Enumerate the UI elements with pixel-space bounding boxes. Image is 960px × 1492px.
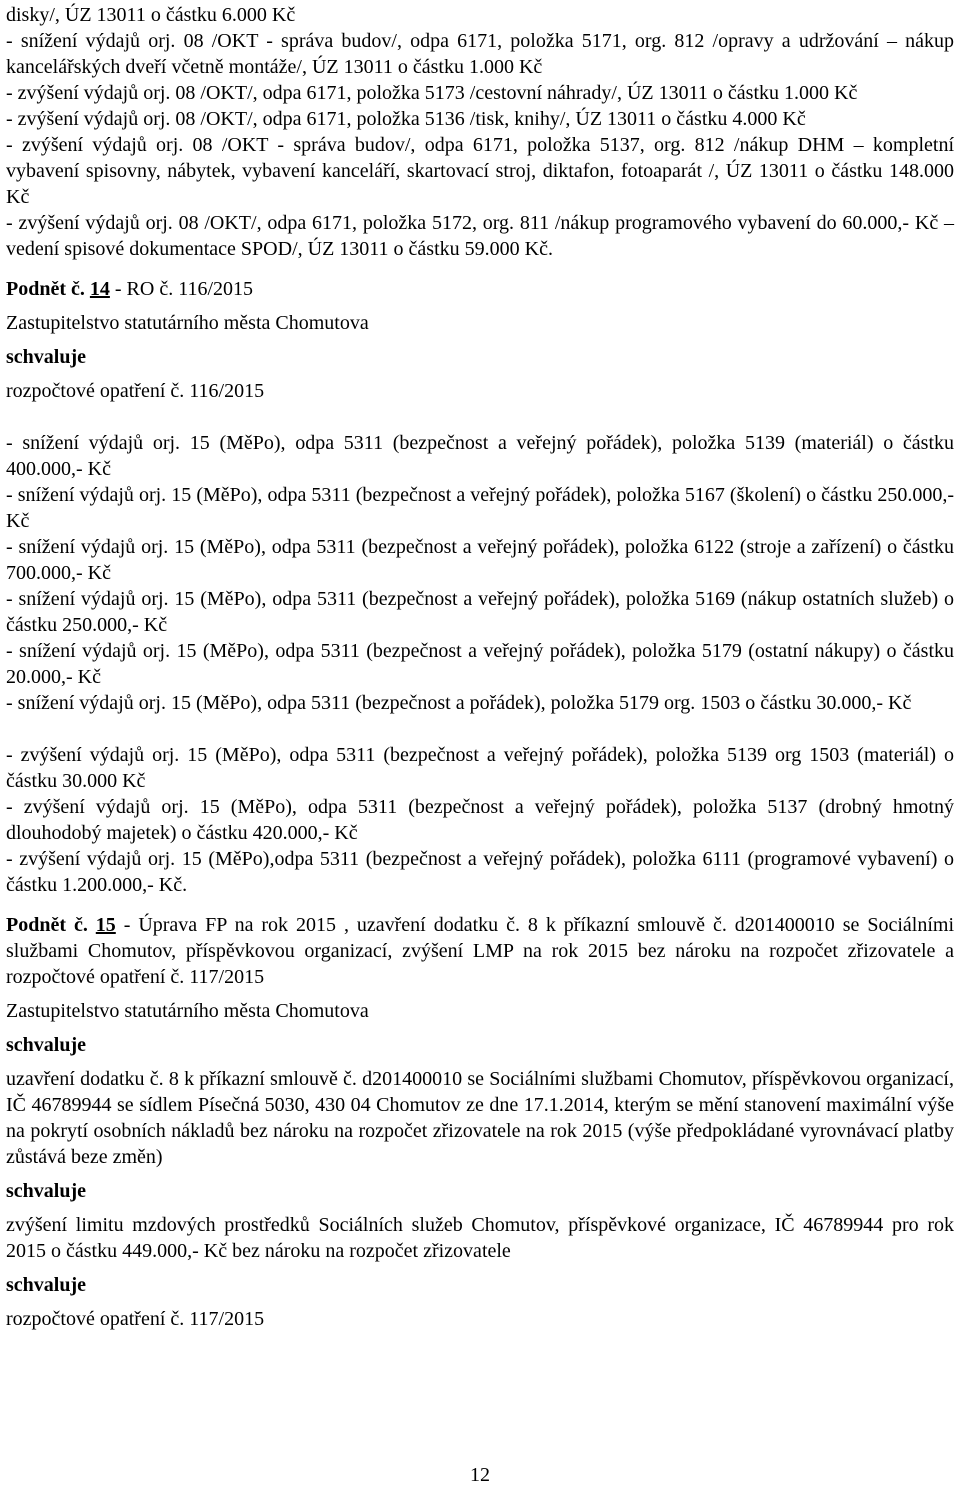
document-body — [6, 2, 954, 1332]
budget-measure: rozpočtové opatření č. 116/2015 — [6, 380, 265, 402]
decrease-item: - snížení výdajů orj. 15 (MěPo), odpa 5311 (bezpečnost a veřejný pořádek), položka 5169 (nákup ostatních služeb) o částku 250.000,- Kč — [6, 588, 954, 636]
decrease-item: - snížení výdajů orj. 15 (MěPo), odpa 5311 (bezpečnost a veřejný pořádek), položka 5139 (materiál) o částku 400.000,- Kč — [6, 432, 954, 480]
resolution-text: uzavření dodatku č. 8 k příkazní smlouvě č. d201400010 se Sociálními službami Chomutov, příspěvkovou organizací, IČ 46789944 se sídlem Písečná 5030, 430 04 Chomutov ze dne 17.1.2014, kterým se mění stanovení maximální výše na pokrytí osobních nákladů bez nároku na rozpočet zřizovatele na rok 2015 (výše předpokládané vyrovnávací platby zůstává beze změn) — [6, 1068, 954, 1168]
decrease-item: - snížení výdajů orj. 15 (MěPo), odpa 5311 (bezpečnost a veřejný pořádek), položka 5179 (ostatní nákupy) o částku 20.000,- Kč — [6, 640, 954, 688]
approves-label: schvaluje — [6, 346, 86, 368]
heading-text: - RO č. 116/2015 — [109, 278, 254, 300]
heading-text: - Úprava FP na rok 2015 , uzavření dodatku č. 8 k příkazní smlouvě č. d201400010 se Sociálními službami Chomutov, příspěvkovou organizací, zvýšení LMP na rok 2015 bez nároku na rozpočet zřizovatele a rozpočtové opatření č. 117/2015 — [6, 914, 954, 988]
page-number: 12 — [470, 1464, 490, 1486]
heading-label: Podnět č. — [6, 914, 88, 936]
decrease-item: - snížení výdajů orj. 15 (MěPo), odpa 5311 (bezpečnost a veřejný pořádek), položka 6122 (stroje a zařízení) o částku 700.000,- Kč — [6, 536, 954, 584]
increase-item: - zvýšení výdajů orj. 15 (MěPo),odpa 5311 (bezpečnost a veřejný pořádek), položka 6111 (programové vybavení) o částku 1.200.000,- Kč. — [6, 848, 954, 896]
council-name: Zastupitelstvo statutárního města Chomutova — [6, 312, 369, 334]
paragraph: disky/, ÚZ 13011 o částku 6.000 Kč — [6, 4, 296, 26]
resolution-text: zvýšení limitu mzdových prostředků Sociálních služeb Chomutov, příspěvkové organizace, IČ 46789944 pro rok 2015 o částku 449.000,- Kč bez nároku na rozpočet zřizovatele — [6, 1214, 954, 1262]
heading-number: 15 — [95, 914, 116, 936]
approves-label: schvaluje — [6, 1180, 86, 1202]
heading-label: Podnět č. — [6, 278, 85, 300]
paragraph: - zvýšení výdajů orj. 08 /OKT/, odpa 6171, položka 5136 /tisk, knihy/, ÚZ 13011 o částku 4.000 Kč — [6, 108, 806, 130]
decrease-item: - snížení výdajů orj. 15 (MěPo), odpa 5311 (bezpečnost a veřejný pořádek), položka 5167 (školení) o částku 250.000,- Kč — [6, 484, 954, 532]
council-name: Zastupitelstvo statutárního města Chomutova — [6, 1000, 369, 1022]
section-heading-15 — [6, 912, 954, 990]
approves-label: schvaluje — [6, 1274, 86, 1296]
paragraph: - zvýšení výdajů orj. 08 /OKT/, odpa 6171, položka 5172, org. 811 /nákup programového vybavení do 60.000,- Kč – vedení spisové dokumentace SPOD/, ÚZ 13011 o částku 59.000 Kč. — [6, 212, 954, 260]
decrease-item: - snížení výdajů orj. 15 (MěPo), odpa 5311 (bezpečnost a pořádek), položka 5179 org. 1503 o částku 30.000,- Kč — [6, 692, 912, 714]
heading-number: 14 — [89, 278, 110, 300]
increase-item: - zvýšení výdajů orj. 15 (MěPo), odpa 5311 (bezpečnost a veřejný pořádek), položka 5137 (drobný hmotný dlouhodobý majetek) o částku 420.000,- Kč — [6, 796, 954, 844]
paragraph: - zvýšení výdajů orj. 08 /OKT - správa budov/, odpa 6171, položka 5137, org. 812 /nákup DHM – kompletní vybavení spisovny, nábytek, vybavení kanceláří, skartovací stroj, diktafon, fotoaparát /, ÚZ 13011 o částku 148.000 Kč — [6, 134, 954, 208]
approves-label: schvaluje — [6, 1034, 86, 1056]
increase-item: - zvýšení výdajů orj. 15 (MěPo), odpa 5311 (bezpečnost a veřejný pořádek), položka 5139 org 1503 (materiál) o částku 30.000 Kč — [6, 744, 954, 792]
paragraph: - snížení výdajů orj. 08 /OKT - správa budov/, odpa 6171, položka 5171, org. 812 /opravy a udržování – nákup kancelářských dveří včetně montáže/, ÚZ 13011 o částku 1.000 Kč — [6, 30, 954, 78]
paragraph: - zvýšení výdajů orj. 08 /OKT/, odpa 6171, položka 5173 /cestovní náhrady/, ÚZ 13011 o částku 1.000 Kč — [6, 82, 858, 104]
section-heading-14 — [6, 276, 954, 302]
resolution-text: rozpočtové opatření č. 117/2015 — [6, 1308, 265, 1330]
